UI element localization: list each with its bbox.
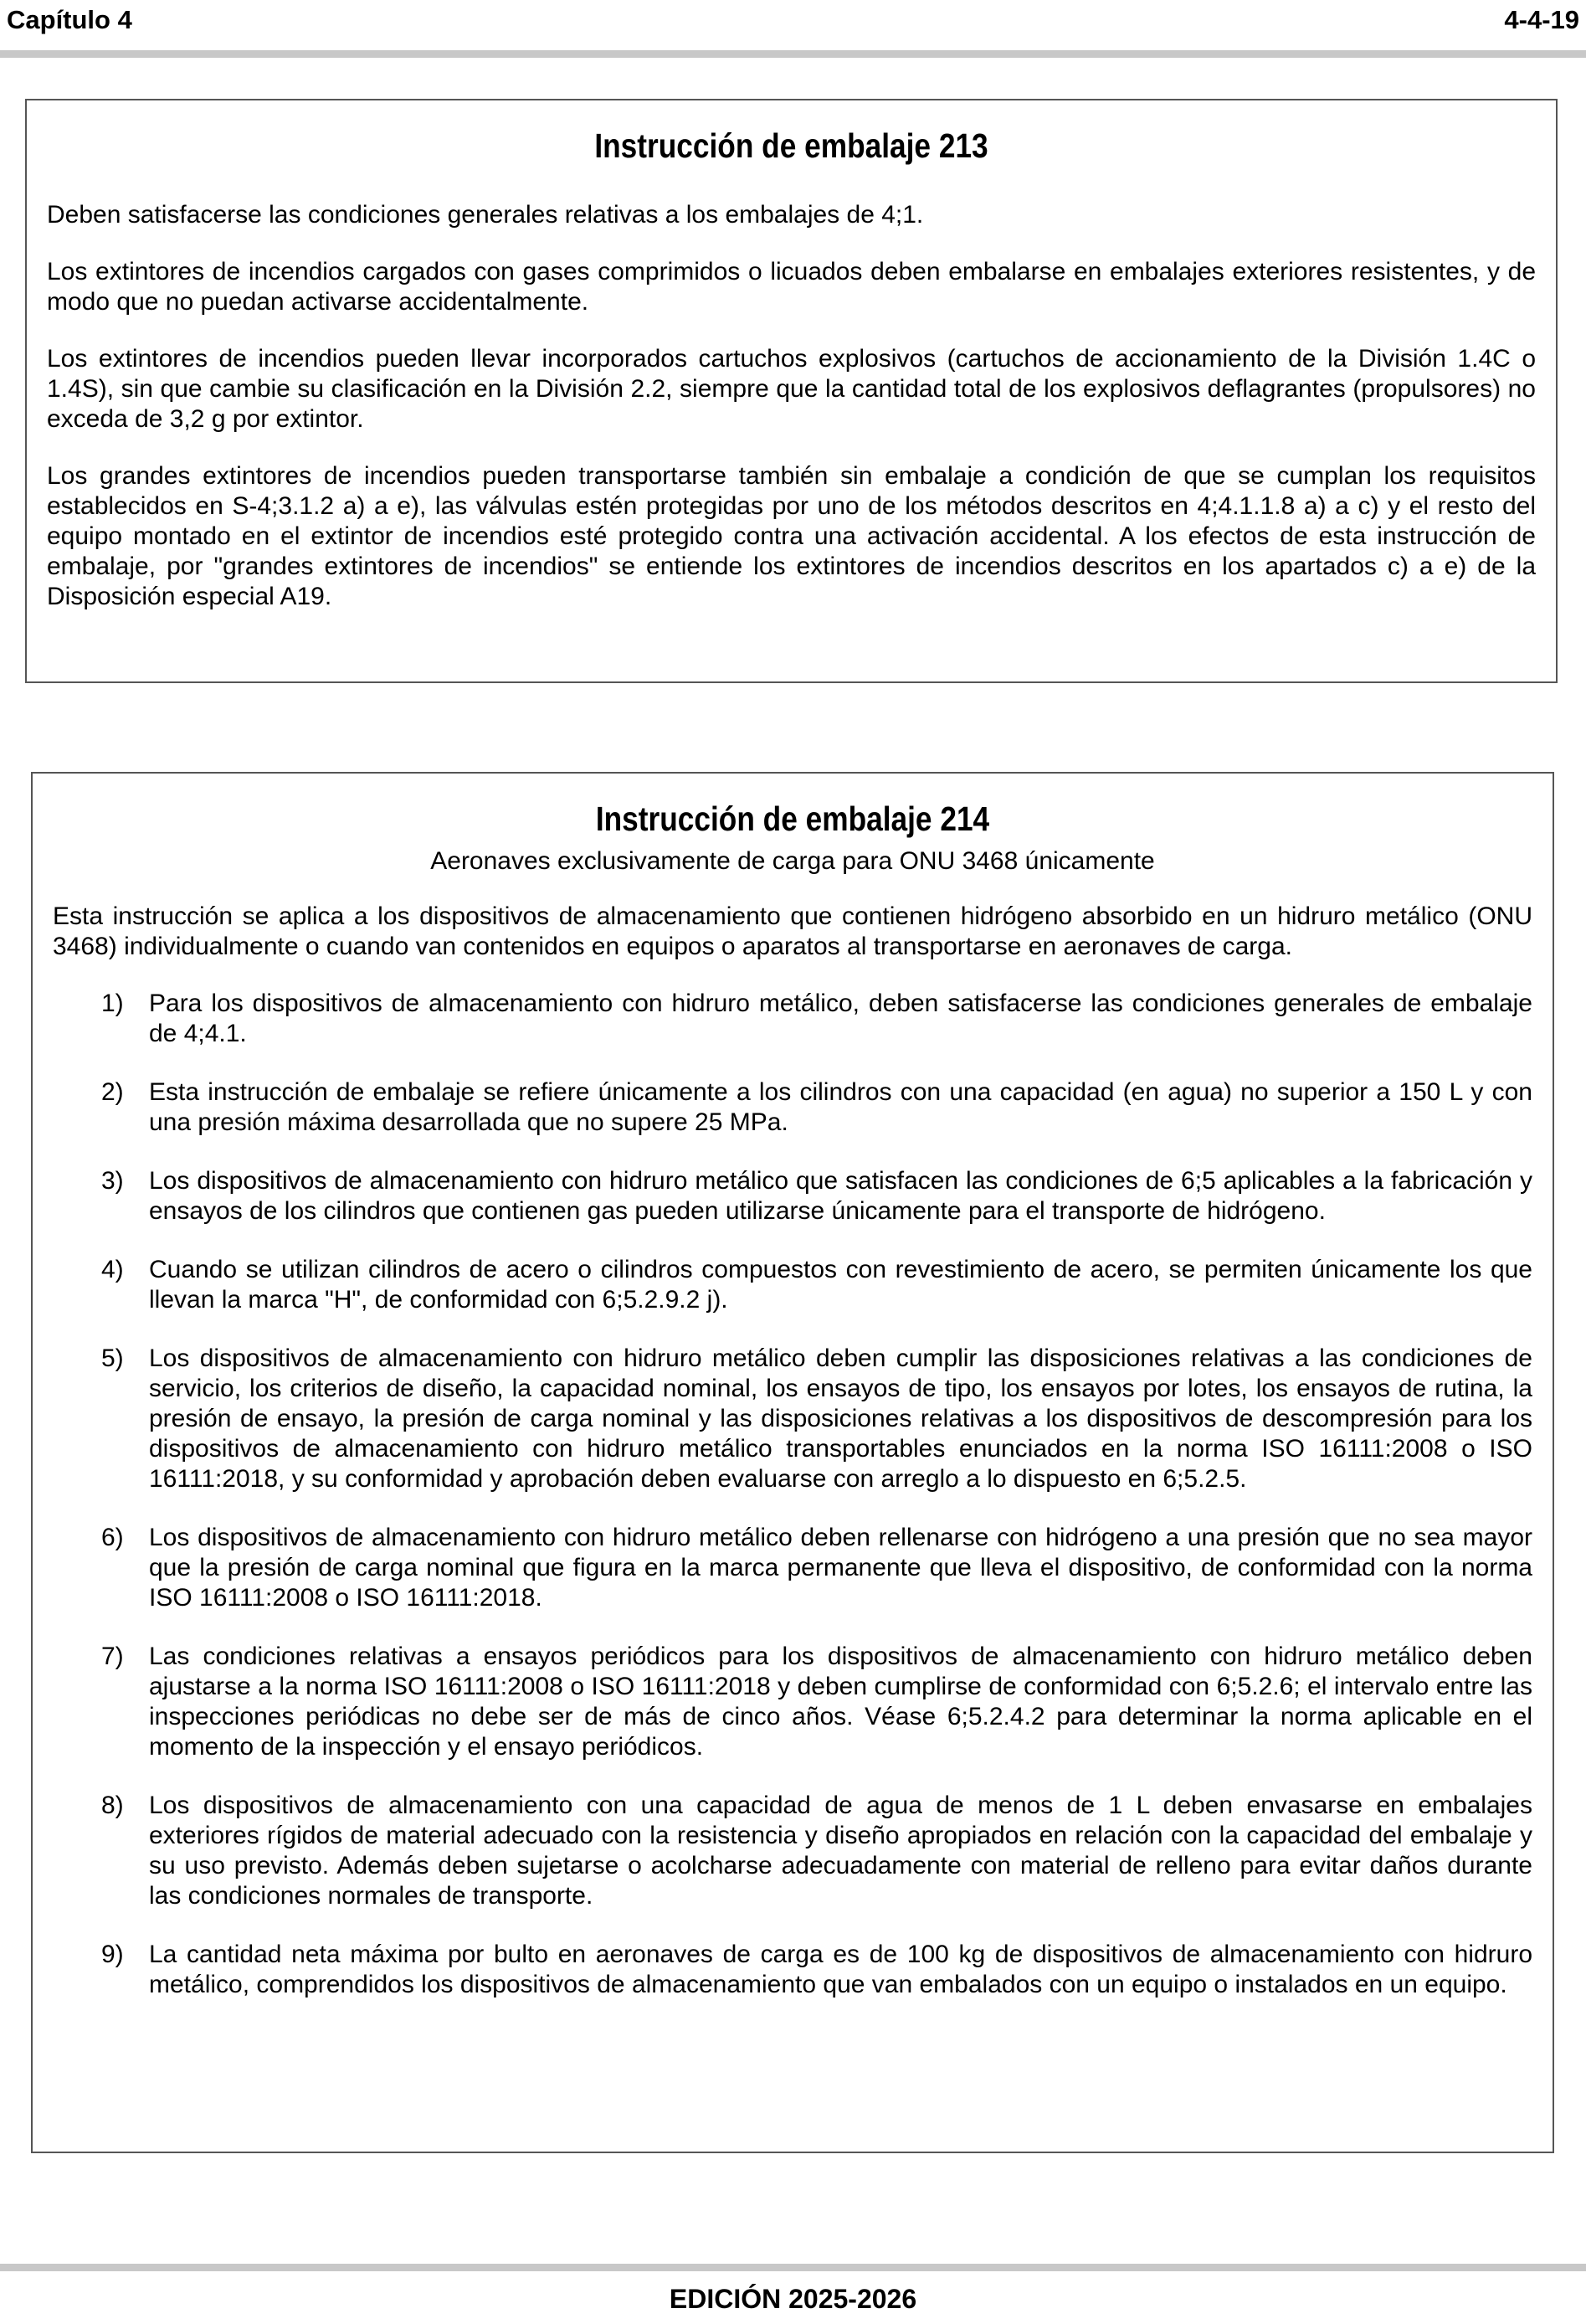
- list-item-text: Los dispositivos de almacenamiento con una capacidad de agua de menos de 1 L deben envasarse en embalajes exteriores rígidos de material adecuado con la resistencia y diseño apropiados en relación con la capacidad del embalaje y su uso previsto. Además deben sujetarse o acolcharse adecuadamente con material de relleno para evitar daños durante las condiciones normales de transporte.: [149, 1792, 1532, 1910]
- paragraph-213-2: Los extintores de incendios cargados con gases comprimidos o licuados deben embalarse en embalajes exteriores resistentes, y de modo que no puedan activarse accidentalmente.: [47, 258, 1536, 316]
- list-item: [53, 1642, 1532, 1762]
- page-header: [0, 0, 1586, 59]
- list-item-text: Los dispositivos de almacenamiento con hidruro metálico que satisfacen las condiciones de 6;5 aplicables a la fabricación y ensayos de los cilindros que contienen gas pueden utilizarse únicamente para el transporte de hidrógeno.: [149, 1167, 1532, 1226]
- list-item-number: 4): [101, 1256, 124, 1284]
- edition-label: EDICIÓN 2025-2026: [669, 2284, 917, 2314]
- list-item: [53, 1077, 1532, 1138]
- intro-paragraph-214: Esta instrucción se aplica a los dispositivos de almacenamiento que contienen hidrógeno absorbido en un hidruro metálico (ONU 3468) individualmente o cuando van contenidos en equipos o aparatos al transportarse en aeronaves de carga.: [53, 902, 1532, 961]
- list-item: [53, 1791, 1532, 1911]
- paragraph-213-1: Deben satisfacerse las condiciones generales relativas a los embalajes de 4;1.: [47, 201, 924, 229]
- list-item: [53, 1255, 1532, 1315]
- section-subtitle-214: Aeronaves exclusivamente de carga para ONU 3468 únicamente: [430, 847, 1155, 876]
- list-item-number: 1): [101, 990, 124, 1018]
- list-item-text: La cantidad neta máxima por bulto en aeronaves de carga es de 100 kg de dispositivos de almacenamiento con hidruro metálico, comprendidos los dispositivos de almacenamiento que van embalados con un equipo o instalados en un equipo.: [149, 1941, 1532, 1999]
- header-divider: [0, 50, 1586, 58]
- list-item-text: Los dispositivos de almacenamiento con hidruro metálico deben cumplir las disposiciones relativas a las condiciones de servicio, los criterios de diseño, la capacidad nominal, los ensayos de tipo, los ensayos por lotes, los ensayos de rutina, la presión de ensayo, la presión de carga nominal y las disposiciones relativas a los dispositivos de descompresión para los dispositivos de almacenamiento con hidruro metálico transportables enunciados en la norma ISO 16111:2008 o ISO 16111:2018, y su conformidad y aprobación deben evaluarse con arreglo a lo dispuesto en 6;5.2.5.: [149, 1345, 1532, 1494]
- packing-instruction-214-box: [31, 772, 1554, 2153]
- list-item-text: Cuando se utilizan cilindros de acero o cilindros compuestos con revestimiento de acero, se permiten únicamente los que llevan la marca "H", de conformidad con 6;5.2.9.2 j).: [149, 1256, 1532, 1314]
- list-item-number: 5): [101, 1345, 124, 1373]
- page-number: 4-4-19: [1504, 5, 1579, 34]
- list-item-number: 6): [101, 1524, 124, 1552]
- chapter-label: Capítulo 4: [7, 5, 132, 34]
- list-item: [53, 1523, 1532, 1613]
- list-item-text: Las condiciones relativas a ensayos periódicos para los dispositivos de almacenamiento con hidruro metálico deben ajustarse a la norma ISO 16111:2008 o ISO 16111:2018 y deben cumplirse de conformidad con 6;5.2.6; el intervalo entre las inspecciones periódicas no debe ser de más de cinco años. Véase 6;5.2.4.2 para determinar la norma aplicable en el momento de la inspección y el ensayo periódicos.: [149, 1643, 1532, 1761]
- list-item: [53, 1344, 1532, 1494]
- list-item-text: Para los dispositivos de almacenamiento con hidruro metálico, deben satisfacerse las condiciones generales de embalaje de 4;4.1.: [149, 990, 1532, 1048]
- section-title-213: Instrucción de embalaje 213: [594, 126, 988, 165]
- section-title-214: Instrucción de embalaje 214: [595, 800, 990, 838]
- list-item-number: 9): [101, 1941, 124, 1969]
- list-item-number: 3): [101, 1167, 124, 1195]
- list-item-number: 8): [101, 1792, 124, 1820]
- paragraph-213-4: Los grandes extintores de incendios pueden transportarse también sin embalaje a condición de que se cumplan los requisitos establecidos en S-4;3.1.2 a) a e), las válvulas estén protegidas por uno de los métodos descritos en 4;4.1.1.8 a) a c) y el resto del equipo montado en el extintor de incendios esté protegido contra una activación accidental. A los efectos de esta instrucción de embalaje, por "grandes extintores de incendios" se entiende los extintores de incendios descritos en los apartados c) a e) de la Disposición especial A19.: [47, 462, 1536, 611]
- footer-divider: [0, 2264, 1586, 2271]
- list-item: [53, 1940, 1532, 2000]
- packing-instruction-213-box: [25, 99, 1558, 683]
- list-item-text: Esta instrucción de embalaje se refiere únicamente a los cilindros con una capacidad (en agua) no superior a 150 L y con una presión máxima desarrollada que no supere 25 MPa.: [149, 1078, 1532, 1137]
- list-item: [53, 1166, 1532, 1226]
- list-item-number: 2): [101, 1078, 124, 1107]
- list-item-text: Los dispositivos de almacenamiento con hidruro metálico deben rellenarse con hidrógeno a una presión que no sea mayor que la presión de carga nominal que figura en la marca permanente que lleva el dispositivo, de conformidad con la norma ISO 16111:2008 o ISO 16111:2018.: [149, 1524, 1532, 1612]
- numbered-list-214: [53, 989, 1532, 2000]
- list-item-number: 7): [101, 1643, 124, 1671]
- paragraph-213-3: Los extintores de incendios pueden llevar incorporados cartuchos explosivos (cartuchos de accionamiento de la División 1.4C o 1.4S), sin que cambie su clasificación en la División 2.2, siempre que la cantidad total de los explosivos deflagrantes (propulsores) no exceda de 3,2 g por extintor.: [47, 345, 1536, 434]
- list-item: [53, 989, 1532, 1049]
